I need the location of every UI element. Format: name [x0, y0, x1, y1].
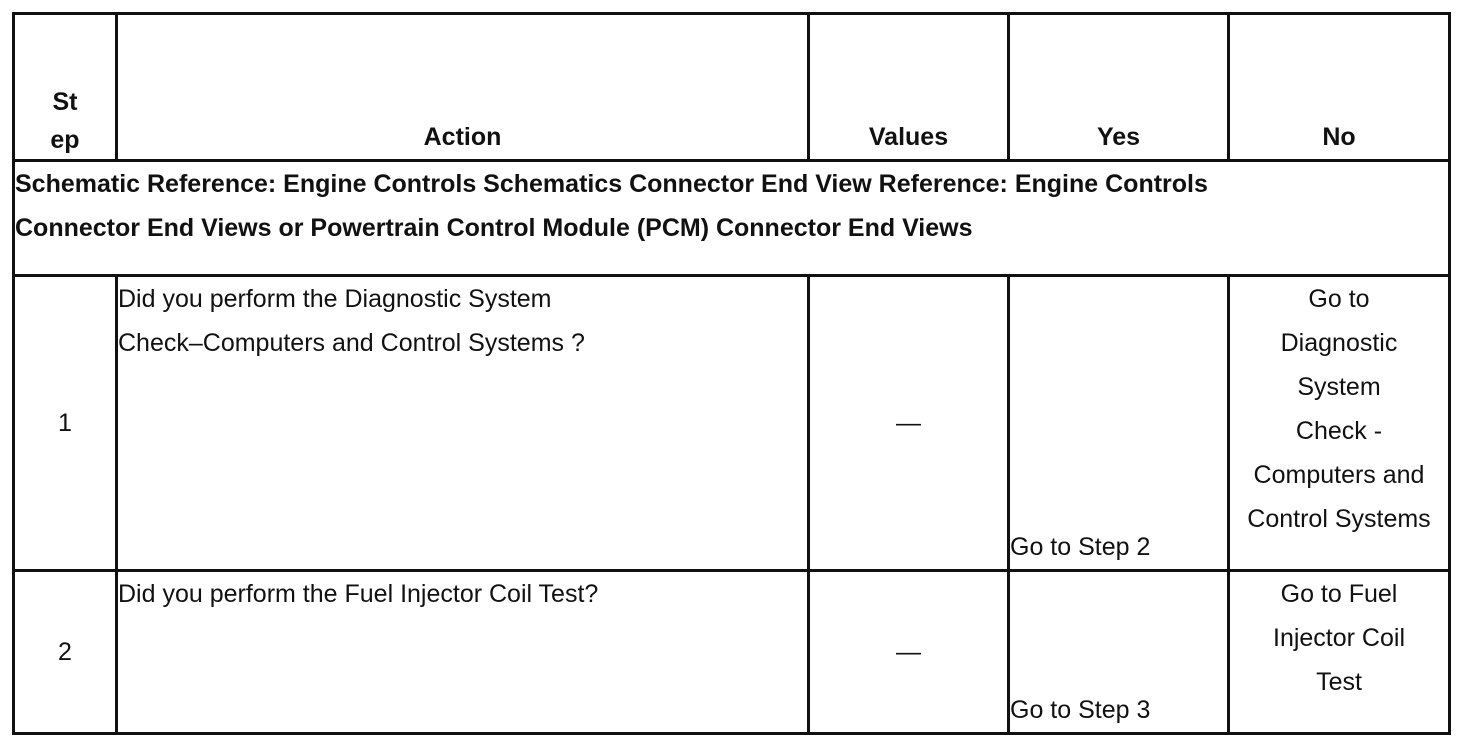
header-step	[14, 14, 117, 161]
no-line: Go to	[1308, 285, 1370, 313]
no-line: Injector Coil	[1273, 624, 1405, 652]
no-line: Test	[1316, 668, 1362, 696]
values-cell: —	[809, 276, 1009, 571]
yes-cell: Go to Step 3	[1009, 571, 1229, 734]
header-no: No	[1229, 14, 1450, 161]
yes-cell: Go to Step 2	[1009, 276, 1229, 571]
schematic-reference	[14, 161, 1450, 276]
header-action: Action	[117, 14, 809, 161]
step-number: 2	[14, 571, 117, 734]
action-line: Did you perform the Diagnostic System	[118, 285, 552, 313]
table-row	[14, 276, 1450, 571]
no-line: Control Systems	[1247, 505, 1431, 533]
no-line: Computers and	[1253, 461, 1425, 489]
header-step-line-2: ep	[50, 126, 80, 154]
header-step-line-1: St	[52, 88, 78, 116]
header-row	[14, 14, 1450, 161]
no-line: Diagnostic	[1280, 329, 1398, 357]
step-number: 1	[14, 276, 117, 571]
no-line: System	[1297, 373, 1381, 401]
reference-row	[14, 161, 1450, 276]
action-text	[117, 276, 809, 571]
values-cell: —	[809, 571, 1009, 734]
action-line: Did you perform the Fuel Injector Coil Test?	[118, 580, 599, 608]
no-line: Check -	[1295, 417, 1383, 445]
header-values: Values	[809, 14, 1009, 161]
action-text	[117, 571, 809, 734]
no-cell	[1229, 276, 1450, 571]
table-row	[14, 571, 1450, 734]
header-yes: Yes	[1009, 14, 1229, 161]
reference-line-1: Schematic Reference: Engine Controls Schematics Connector End View Reference: Engine Controls	[15, 170, 1208, 198]
action-line: Check–Computers and Control Systems ?	[118, 329, 585, 357]
reference-line-2: Connector End Views or Powertrain Control Module (PCM) Connector End Views	[15, 214, 973, 242]
no-cell	[1229, 571, 1450, 734]
no-line: Go to Fuel	[1280, 580, 1398, 608]
diagnostic-table	[12, 12, 1451, 735]
